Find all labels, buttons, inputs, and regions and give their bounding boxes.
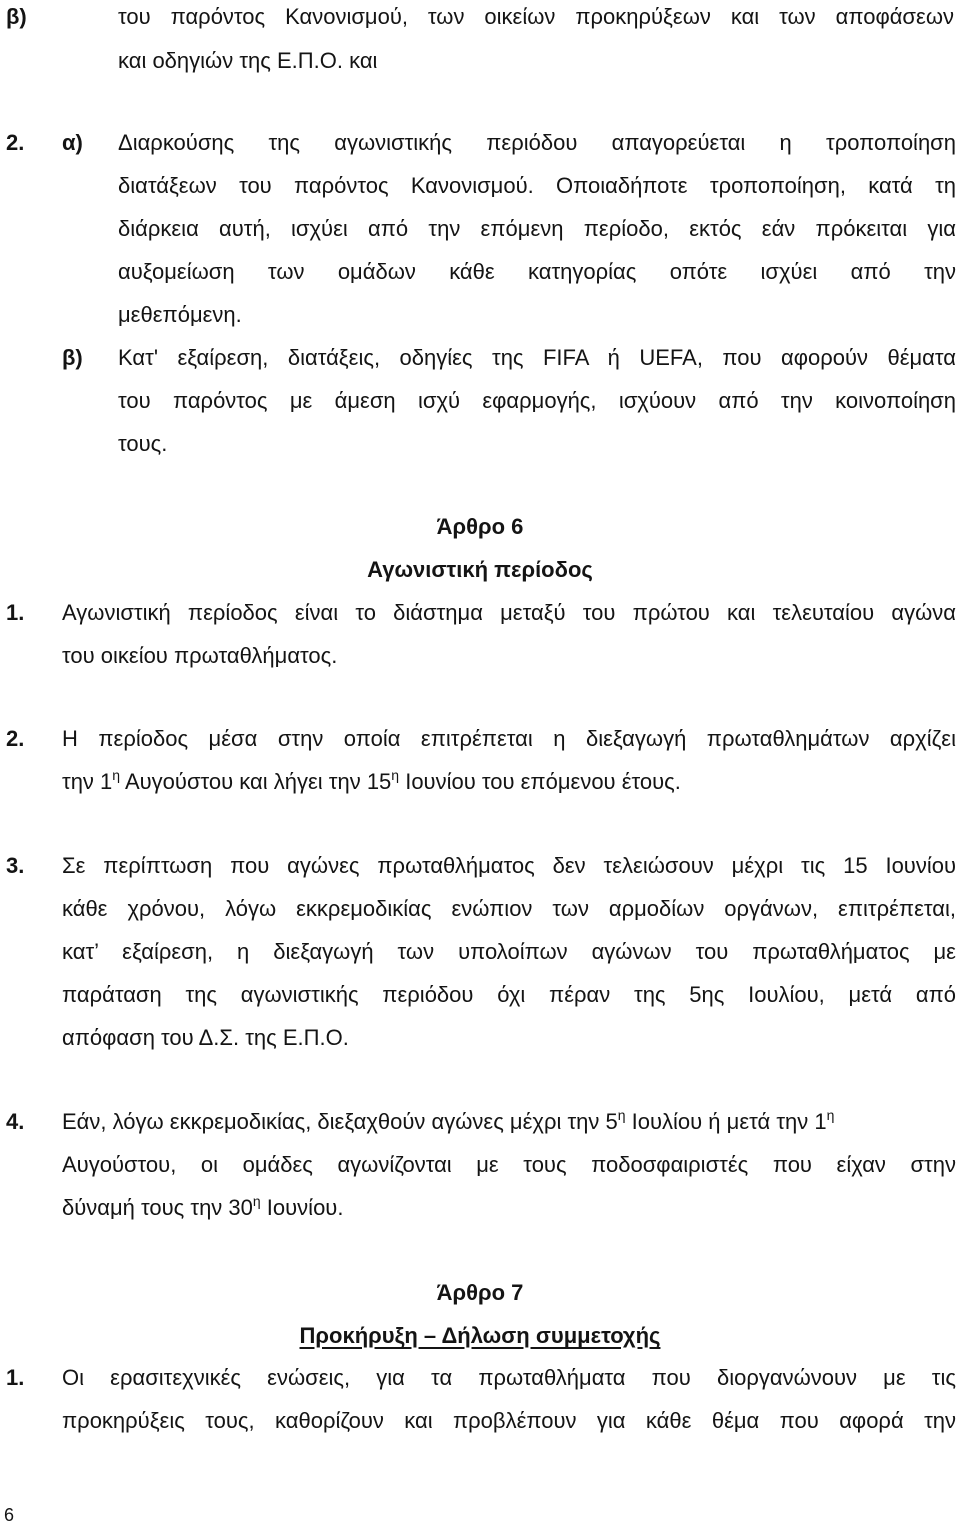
- paragraph-line: [62, 767, 681, 794]
- paragraph-line: Η περίοδος μέσα στην οποία επιτρέπεται η διεξαγωγή πρωταθλημάτων αρχίζει: [62, 726, 956, 751]
- text-span: την 1: [62, 769, 113, 794]
- article-title: Αγωνιστική περίοδος: [367, 557, 593, 582]
- superscript: η: [826, 1107, 835, 1123]
- superscript: η: [391, 767, 400, 783]
- paragraph-line: Αγωνιστική περίοδος είναι το διάστημα μεταξύ του πρώτου και τελευταίου αγώνα: [62, 600, 956, 625]
- paragraph-line: τους.: [118, 431, 168, 456]
- paragraph-line: Διαρκούσης της αγωνιστικής περιόδου απαγορεύεται η τροποποίηση: [118, 130, 956, 155]
- paragraph-line: προκηρύξεις τους, καθορίζουν και προβλέπουν για κάθε θέμα που αφορά την: [62, 1408, 956, 1433]
- paragraph-line: κατ’ εξαίρεση, η διεξαγωγή των υπολοίπων αγώνων του πρωταθλήματος με: [62, 939, 956, 964]
- paragraph-line: του παρόντος Κανονισμού, των οικείων προκηρύξεων και των αποφάσεων: [118, 4, 954, 29]
- superscript: η: [112, 767, 121, 783]
- paragraph-line: [62, 1107, 956, 1134]
- paragraph-line: Αυγούστου, οι ομάδες αγωνίζονται με τους ποδοσφαιριστές που είχαν στην: [62, 1152, 956, 1177]
- item-marker-a: α): [62, 130, 83, 155]
- item-marker-b: β): [62, 345, 83, 370]
- superscript: η: [252, 1193, 261, 1209]
- paragraph-line: διατάξεων του παρόντος Κανονισμού. Οποιαδήποτε τροποποίηση, κατά τη: [118, 173, 956, 198]
- item-number: 1.: [6, 600, 25, 625]
- text-span: Αυγούστου και λήγει την 15: [120, 769, 392, 794]
- paragraph-line: κάθε χρόνου, λόγω εκκρεμοδικίας ενώπιον των αρμοδίων οργάνων, επιτρέπεται,: [62, 896, 956, 921]
- paragraph-line: Κατ' εξαίρεση, διατάξεις, οδηγίες της FIFA ή UEFA, που αφορούν θέματα: [118, 345, 956, 370]
- article-heading: Άρθρο 7: [436, 1280, 524, 1305]
- text-span: Ιουλίου ή μετά την 1: [625, 1109, 827, 1134]
- paragraph-line: παράταση της αγωνιστικής περιόδου όχι πέραν της 5ης Ιουλίου, μετά από: [62, 982, 956, 1007]
- item-number: 3.: [6, 853, 25, 878]
- text-span: [62, 1107, 835, 1134]
- item-number: 2.: [6, 130, 25, 155]
- paragraph-line: του παρόντος με άμεση ισχύ εφαρμογής, ισχύουν από την κοινοποίηση: [118, 388, 956, 413]
- item-number: 4.: [6, 1109, 25, 1134]
- text-span: Εάν, λόγω εκκρεμοδικίας, διεξαχθούν αγώνες μέχρι την 5: [62, 1109, 618, 1134]
- paragraph-line: και οδηγιών της Ε.Π.Ο. και: [118, 48, 378, 73]
- paragraph-line: του οικείου πρωταθλήματος.: [62, 643, 338, 668]
- article-title-text: Προκήρυξη – Δήλωση συμμετοχής: [299, 1323, 661, 1348]
- paragraph-line: Οι ερασιτεχνικές ενώσεις, για τα πρωταθλήματα που διοργανώνουν με τις: [62, 1365, 956, 1390]
- article-heading: Άρθρο 6: [436, 514, 524, 539]
- paragraph-line: μεθεπόμενη.: [118, 302, 242, 327]
- item-marker-b: β): [6, 4, 27, 29]
- item-number: 2.: [6, 726, 25, 751]
- text-span: Ιουνίου.: [260, 1195, 344, 1220]
- item-number: 1.: [6, 1365, 25, 1390]
- paragraph-line: αυξομείωση των ομάδων κάθε κατηγορίας οπότε ισχύει από την: [118, 259, 956, 284]
- paragraph-line: [62, 1193, 344, 1220]
- paragraph-line: Σε περίπτωση που αγώνες πρωταθλήματος δεν τελειώσουν μέχρι τις 15 Ιουνίου: [62, 853, 956, 878]
- page-number: 6: [4, 1505, 15, 1525]
- paragraph-line: διάρκεια αυτή, ισχύει από την επόμενη περίοδο, εκτός εάν πρόκειται για: [118, 216, 956, 241]
- text-span: δύναμή τους την 30: [62, 1195, 253, 1220]
- text-span: Ιουνίου του επόμενου έτους.: [399, 769, 681, 794]
- paragraph-line: απόφαση του Δ.Σ. της Ε.Π.Ο.: [62, 1025, 349, 1050]
- article-title: [0, 1325, 960, 1347]
- superscript: η: [617, 1107, 626, 1123]
